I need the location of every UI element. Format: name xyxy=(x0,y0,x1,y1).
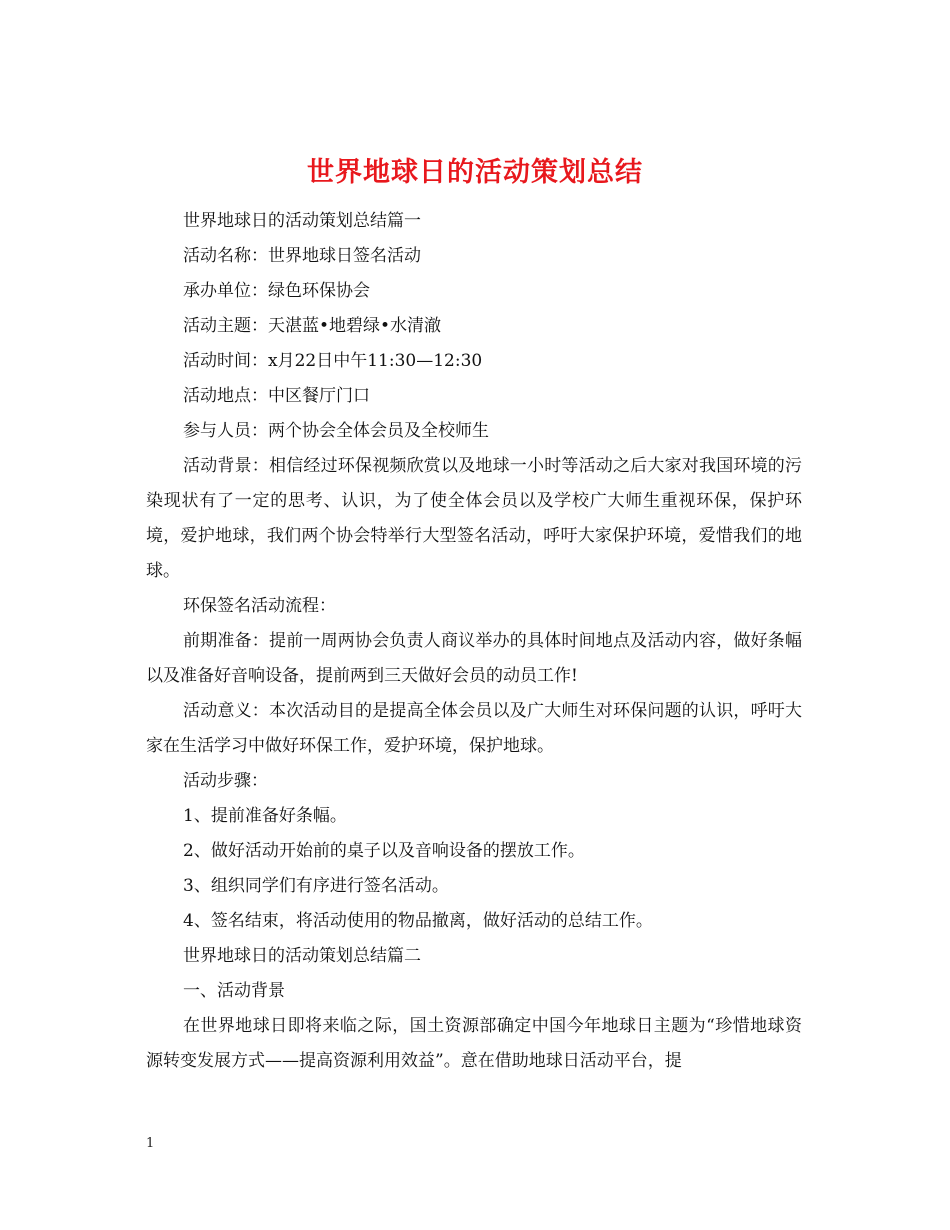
paragraph: 一、活动背景 xyxy=(183,981,285,1001)
paragraph: 世界地球日的活动策划总结篇一 xyxy=(183,211,421,231)
document-body xyxy=(146,204,802,1079)
paragraph: 参与人员：两个协会全体会员及全校师生 xyxy=(183,421,489,441)
page-number: 1 xyxy=(146,1136,155,1151)
paragraph: 活动地点：中区餐厅门口 xyxy=(183,386,370,406)
paragraph: 活动主题：天湛蓝•地碧绿•水清澈 xyxy=(183,316,442,336)
paragraph: 4、签名结束，将活动使用的物品撤离，做好活动的总结工作。 xyxy=(183,911,653,931)
paragraph: 1、提前准备好条幅。 xyxy=(183,806,347,826)
paragraph: 3、组织同学们有序进行签名活动。 xyxy=(183,876,449,896)
paragraph: 前期准备：提前一周两协会负责人商议举办的具体时间地点及活动内容，做好条幅以及准备好音响设备，提前两到三天做好会员的动员工作! xyxy=(146,631,802,686)
paragraph: 承办单位：绿色环保协会 xyxy=(183,281,370,301)
paragraph: 活动意义：本次活动目的是提高全体会员以及广大师生对环保问题的认识，呼吁大家在生活学习中做好环保工作，爱护环境，保护地球。 xyxy=(146,701,802,756)
paragraph: 活动背景：相信经过环保视频欣赏以及地球一小时等活动之后大家对我国环境的污染现状有了一定的思考、认识，为了使全体会员以及学校广大师生重视环保，保护环境，爱护地球，我们两个协会特举行大型签名活动，呼吁大家保护环境，爱惜我们的地球。 xyxy=(146,456,802,581)
document-title: 世界地球日的活动策划总结 xyxy=(307,157,643,189)
paragraph: 环保签名活动流程： xyxy=(183,596,336,616)
paragraph: 世界地球日的活动策划总结篇二 xyxy=(183,946,421,966)
paragraph: 活动名称：世界地球日签名活动 xyxy=(183,246,421,266)
paragraph: 活动步骤： xyxy=(183,771,268,791)
paragraph: 活动时间：x月22日中午11:30—12:30 xyxy=(183,351,483,371)
paragraph: 2、做好活动开始前的桌子以及音响设备的摆放工作。 xyxy=(183,841,585,861)
paragraph: 在世界地球日即将来临之际，国土资源部确定中国今年地球日主题为“珍惜地球资源转变发展方式——提高资源利用效益”。意在借助地球日活动平台，提 xyxy=(146,1016,802,1071)
